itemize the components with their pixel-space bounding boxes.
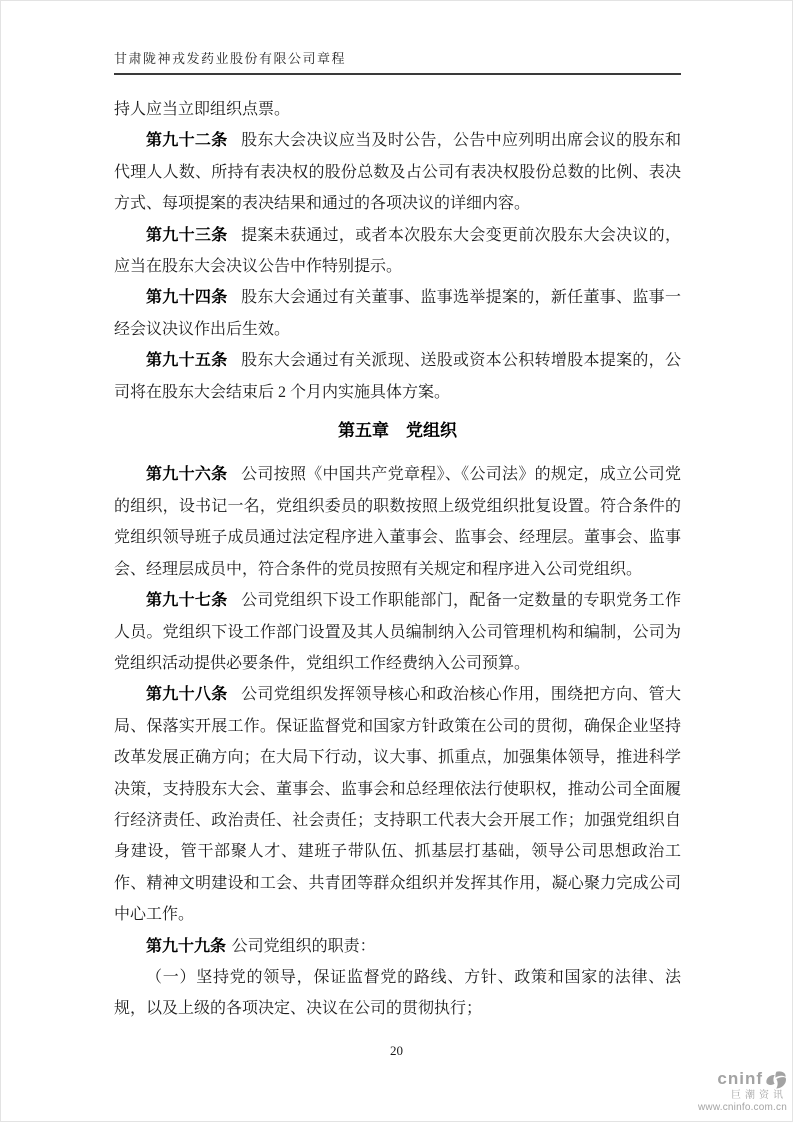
article-95 [114,345,681,408]
article-92 [114,125,681,219]
document-body [114,94,681,1025]
article-text: 公司党组织发挥领导核心和政治核心作用，围绕把方向、管大局、保落实开展工作。保证监督党和国家方针政策在公司的贯彻，确保企业坚持改革发展正确方向；在大局下行动，议大事、抓重点，加强集体领导，推进科学决策，支持股东大会、董事会、监事会和总经理依法行使职权，推动公司全面履行经济责任、政治责任、社会责任；支持职工代表大会开展工作；加强党组织自身建设，管干部聚人才、建班子带队伍、抓基层打基础，领导公司思想政治工作、精神文明建设和工会、共青团等群众组织并发挥其作用，凝心聚力完成公司中心工作。 [114,686,681,924]
article-99 [114,931,681,962]
article-number: 第九十三条 [146,226,228,244]
article-text: 股东大会决议应当及时公告，公告中应列明出席会议的股东和代理人人数、所持有表决权的股份总数及占公司有表决权股份总数的比例、表决方式、每项提案的表决结果和通过的各项决议的详细内容。 [114,132,681,213]
page-header [114,48,681,75]
article-text: 公司按照《中国共产党章程》、《公司法》的规定，成立公司党的组织，设书记一名，党组织委员的职数按照上级党组织批复设置。符合条件的党组织领导班子成员通过法定程序进入董事会、监事会、经理层。董事会、监事会、经理层成员中，符合条件的党员按照有关规定和程序进入公司党组织。 [114,466,681,578]
paragraph-continuation [114,94,681,125]
article-text: 提案未获通过，或者本次股东大会变更前次股东大会决议的，应当在股东大会决议公告中作特别提示。 [114,226,681,276]
article-number: 第九十二条 [146,132,228,150]
article-96 [114,459,681,585]
article-number: 第九十八条 [146,686,228,704]
article-text: 股东大会通过有关派现、送股或资本公积转增股本提案的，公司将在股东大会结束后 2 个月内实施具体方案。 [114,352,681,401]
cninfo-logo-top [698,1070,787,1089]
cninfo-name-cn: 巨潮资讯 [731,1090,787,1101]
header-title: 甘肃陇神戎发药业股份有限公司章程 [114,51,347,66]
article-97 [114,585,681,679]
cninfo-brand-text: cninf [717,1069,763,1089]
article-text: 股东大会通过有关董事、监事选举提案的，新任董事、监事一经会议决议作出后生效。 [114,289,681,338]
article-text: 公司党组织的职责： [231,937,376,955]
article-number: 第九十五条 [146,352,228,370]
article-number: 第九十六条 [146,466,228,484]
paragraph-text: 持人应当立即组织点票。 [114,101,291,118]
article-number: 第九十七条 [146,592,228,610]
article-93 [114,220,681,283]
article-number: 第九十四条 [146,289,228,307]
list-item-text: （一）坚持党的领导，保证监督党的路线、方针、政策和国家的法律、法规，以及上级的各项决定、决议在公司的贯彻执行； [114,968,681,1018]
article-98 [114,679,681,930]
article-text: 公司党组织下设工作职能部门，配备一定数量的专职党务工作人员。党组织下设工作部门设置及其人员编制纳入公司管理机构和编制，公司为党组织活动提供必要条件，党组织工作经费纳入公司预算。 [114,592,681,672]
cninfo-logo [698,1070,787,1113]
article-94 [114,282,681,345]
list-item-1 [114,962,681,1025]
cninfo-swirl-icon [765,1071,787,1089]
article-number: 第九十九条 [146,937,227,955]
cninfo-url: www.cninfo.com.cn [698,1102,787,1113]
chapter-heading: 第五章 党组织 [338,421,457,441]
page-number: 20 [390,1043,403,1058]
